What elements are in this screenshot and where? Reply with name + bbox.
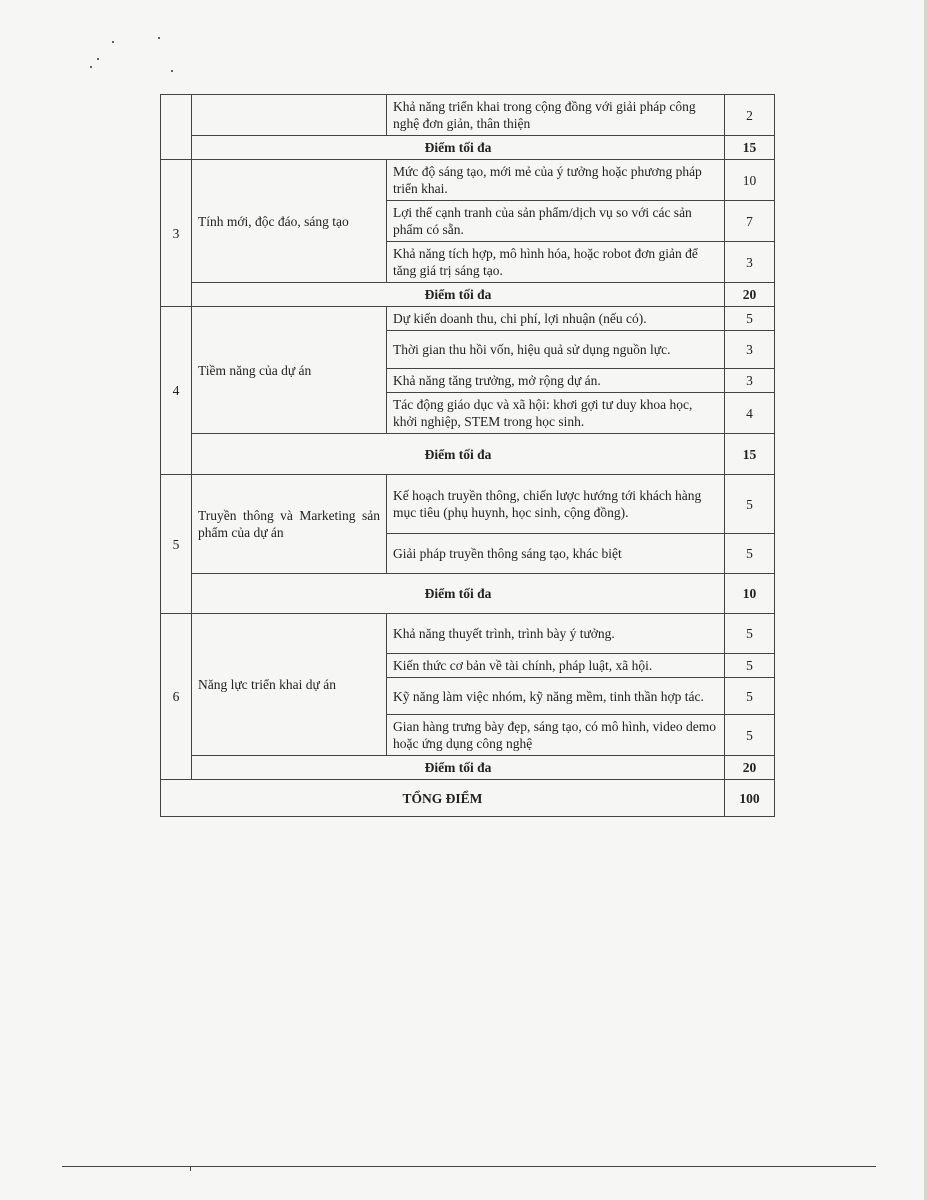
table-row [161, 475, 775, 534]
subtotal-value: 15 [725, 136, 775, 160]
criterion-name [192, 95, 387, 136]
criterion-detail: Tác động giáo dục và xã hội: khơi gợi tư duy khoa học, khởi nghiệp, STEM trong học sinh. [387, 393, 725, 434]
detail-points: 3 [725, 242, 775, 283]
criterion-number: 4 [161, 307, 192, 475]
subtotal-row [161, 136, 775, 160]
criterion-name: Truyền thông và Marketing sản phẩm của dự án [192, 475, 387, 574]
criterion-detail: Khả năng thuyết trình, trình bày ý tưởng. [387, 614, 725, 654]
detail-points: 5 [725, 614, 775, 654]
table-row [161, 95, 775, 136]
scan-speck [112, 41, 114, 43]
scan-speck [171, 70, 173, 72]
subtotal-row [161, 434, 775, 475]
criterion-number: 5 [161, 475, 192, 614]
criterion-number: 3 [161, 160, 192, 307]
criterion-detail: Giải pháp truyền thông sáng tạo, khác biệt [387, 534, 725, 574]
detail-points: 5 [725, 475, 775, 534]
scoring-table [160, 94, 775, 817]
footer-rule-tick [190, 1166, 191, 1171]
criterion-detail: Gian hàng trưng bày đẹp, sáng tạo, có mô hình, video demo hoặc ứng dụng công nghệ [387, 715, 725, 756]
scan-speck [90, 66, 92, 68]
criterion-detail: Kiến thức cơ bản về tài chính, pháp luật, xã hội. [387, 654, 725, 678]
subtotal-row [161, 574, 775, 614]
scoring-table-body [161, 95, 775, 817]
subtotal-value: 20 [725, 283, 775, 307]
subtotal-label: Điểm tối đa [192, 434, 725, 475]
subtotal-label: Điểm tối đa [192, 756, 725, 780]
criterion-detail: Khả năng tích hợp, mô hình hóa, hoặc robot đơn giản để tăng giá trị sáng tạo. [387, 242, 725, 283]
criterion-number [161, 95, 192, 160]
criterion-name: Tính mới, độc đáo, sáng tạo [192, 160, 387, 283]
subtotal-row [161, 283, 775, 307]
detail-points: 3 [725, 369, 775, 393]
criterion-detail: Thời gian thu hồi vốn, hiệu quả sử dụng nguồn lực. [387, 331, 725, 369]
detail-points: 5 [725, 534, 775, 574]
subtotal-label: Điểm tối đa [192, 574, 725, 614]
criterion-detail: Lợi thế cạnh tranh của sản phẩm/dịch vụ so với các sản phẩm có sẵn. [387, 201, 725, 242]
detail-points: 7 [725, 201, 775, 242]
table-row [161, 614, 775, 654]
criterion-detail: Mức độ sáng tạo, mới mẻ của ý tưởng hoặc phương pháp triển khai. [387, 160, 725, 201]
criterion-detail: Kế hoạch truyền thông, chiến lược hướng tới khách hàng mục tiêu (phụ huynh, học sinh, cộng đồng). [387, 475, 725, 534]
detail-points: 5 [725, 715, 775, 756]
subtotal-value: 15 [725, 434, 775, 475]
detail-points: 2 [725, 95, 775, 136]
criterion-detail: Kỹ năng làm việc nhóm, kỹ năng mềm, tinh thần hợp tác. [387, 678, 725, 715]
detail-points: 4 [725, 393, 775, 434]
detail-points: 5 [725, 654, 775, 678]
detail-points: 5 [725, 307, 775, 331]
subtotal-label: Điểm tối đa [192, 283, 725, 307]
criterion-detail: Dự kiến doanh thu, chi phí, lợi nhuận (nếu có). [387, 307, 725, 331]
criterion-detail: Khả năng tăng trưởng, mở rộng dự án. [387, 369, 725, 393]
total-row [161, 780, 775, 817]
detail-points: 3 [725, 331, 775, 369]
subtotal-value: 10 [725, 574, 775, 614]
criterion-name: Tiềm năng của dự án [192, 307, 387, 434]
subtotal-label: Điểm tối đa [192, 136, 725, 160]
total-value: 100 [725, 780, 775, 817]
table-row [161, 307, 775, 331]
detail-points: 10 [725, 160, 775, 201]
table-row [161, 160, 775, 201]
scan-speck [97, 58, 99, 60]
subtotal-value: 20 [725, 756, 775, 780]
footer-rule [62, 1166, 876, 1167]
criterion-detail: Khả năng triển khai trong cộng đồng với giải pháp công nghệ đơn giản, thân thiện [387, 95, 725, 136]
total-label: TỔNG ĐIỂM [161, 780, 725, 817]
criterion-name: Năng lực triển khai dự án [192, 614, 387, 756]
detail-points: 5 [725, 678, 775, 715]
criterion-number: 6 [161, 614, 192, 780]
subtotal-row [161, 756, 775, 780]
scan-speck [158, 37, 160, 39]
